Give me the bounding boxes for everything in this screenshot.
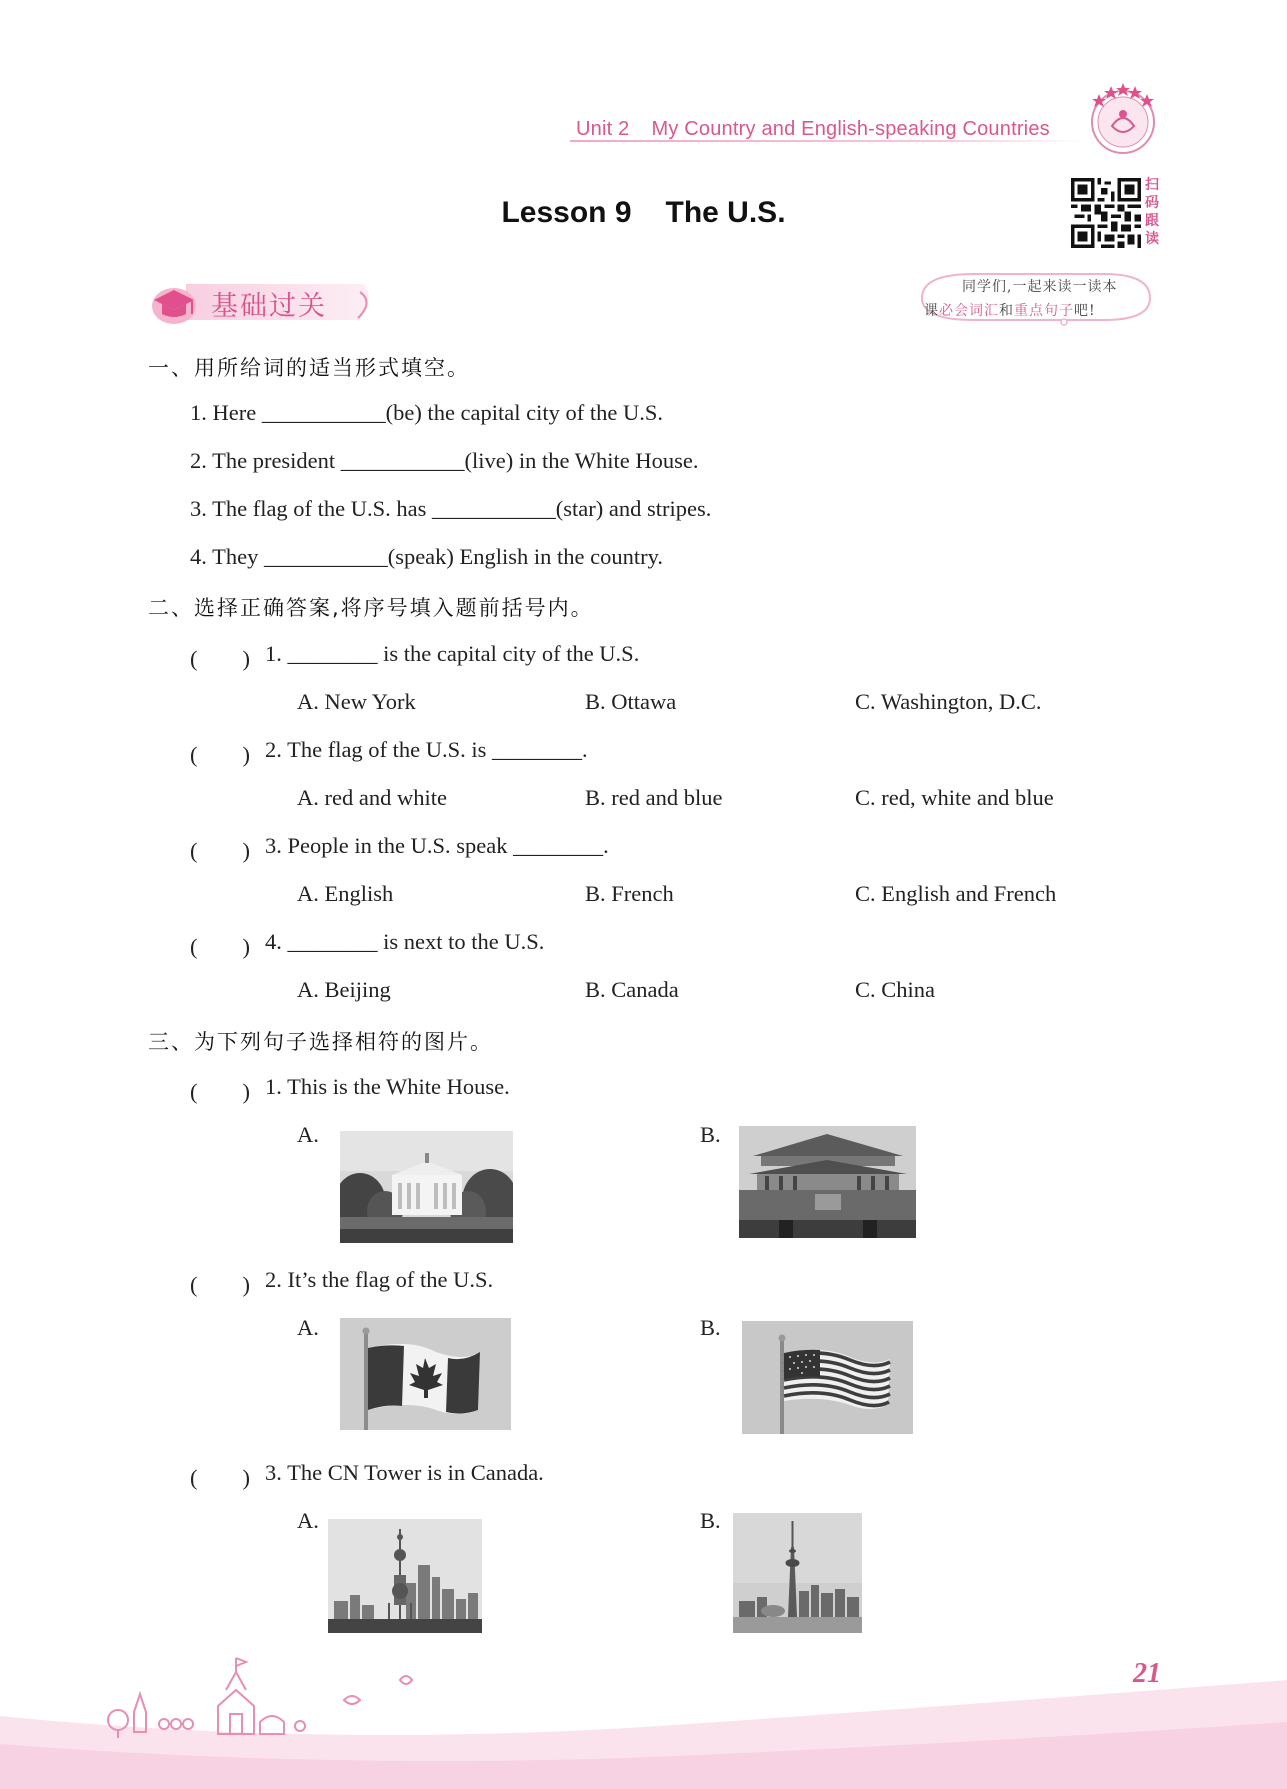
answer-blank[interactable]: ( ) bbox=[190, 1079, 250, 1104]
qr-code-icon[interactable] bbox=[1071, 178, 1141, 248]
question-stem: 1. This is the White House. bbox=[265, 1074, 510, 1099]
option-c[interactable]: C. English and French bbox=[855, 881, 1057, 906]
question-stem: 2. It’s the flag of the U.S. bbox=[265, 1267, 494, 1292]
us-flag-photo[interactable] bbox=[742, 1321, 913, 1434]
page-number: 21 bbox=[1133, 1658, 1161, 1689]
option-a[interactable]: A. red and white bbox=[297, 785, 447, 810]
option-a[interactable]: A. New York bbox=[297, 689, 416, 714]
lesson-label: Lesson 9 bbox=[501, 196, 632, 229]
bubble-text-line2 bbox=[924, 300, 1096, 320]
unit-title bbox=[576, 118, 1050, 141]
option-b-label: B. bbox=[700, 1508, 721, 1533]
option-b-label: B. bbox=[700, 1315, 721, 1340]
question-stem: 4. ________ is next to the U.S. bbox=[265, 929, 545, 954]
option-a[interactable]: A. English bbox=[297, 881, 394, 906]
bubble-text-words: 必会词汇 bbox=[939, 303, 999, 319]
castle-scene-icon bbox=[100, 1652, 420, 1738]
bubble-text-c: 和 bbox=[999, 303, 1014, 319]
answer-blank[interactable]: ( ) bbox=[190, 1272, 250, 1297]
option-b[interactable]: B. French bbox=[585, 881, 674, 906]
unit-label: Unit 2 bbox=[576, 118, 630, 140]
part1-item-1[interactable]: 1. Here ___________(be) the capital city of the U.S. bbox=[190, 400, 663, 425]
section-banner-label: 基础过关 bbox=[211, 291, 327, 322]
answer-blank[interactable]: ( ) bbox=[190, 1465, 250, 1490]
answer-blank[interactable]: ( ) bbox=[190, 838, 250, 863]
header-rule bbox=[570, 140, 1090, 142]
white-house-photo[interactable] bbox=[340, 1131, 513, 1243]
unit-name: My Country and English-speaking Countries bbox=[651, 118, 1050, 140]
option-b[interactable]: B. Canada bbox=[585, 977, 679, 1002]
shanghai-skyline-photo[interactable] bbox=[328, 1519, 482, 1633]
option-a[interactable]: A. Beijing bbox=[297, 977, 391, 1002]
part1-item-3[interactable]: 3. The flag of the U.S. has ___________(star) and stripes. bbox=[190, 496, 712, 521]
answer-blank[interactable]: ( ) bbox=[190, 646, 250, 671]
bubble-text-sentences: 重点句子 bbox=[1014, 303, 1074, 319]
option-b[interactable]: B. Ottawa bbox=[585, 689, 677, 714]
answer-blank[interactable]: ( ) bbox=[190, 934, 250, 959]
option-a-label: A. bbox=[297, 1508, 319, 1533]
option-b[interactable]: B. red and blue bbox=[585, 785, 723, 810]
answer-blank[interactable]: ( ) bbox=[190, 742, 250, 767]
question-stem: 1. ________ is the capital city of the U.S. bbox=[265, 641, 640, 666]
option-b-label: B. bbox=[700, 1122, 721, 1147]
bubble-text-a: 课 bbox=[924, 303, 939, 319]
brand-seal-icon bbox=[1086, 80, 1160, 156]
lesson-name: The U.S. bbox=[665, 196, 786, 229]
qr-label: 扫码跟读 bbox=[1145, 177, 1159, 247]
part1-heading: 一、用所给词的适当形式填空。 bbox=[148, 356, 470, 380]
bubble-text-e: 吧! bbox=[1074, 303, 1096, 319]
option-c[interactable]: C. Washington, D.C. bbox=[855, 689, 1042, 714]
option-a-label: A. bbox=[297, 1315, 319, 1340]
question-stem: 2. The flag of the U.S. is ________. bbox=[265, 737, 588, 762]
cn-tower-photo[interactable] bbox=[733, 1513, 862, 1633]
option-c[interactable]: C. China bbox=[855, 977, 936, 1002]
part2-heading: 二、选择正确答案,将序号填入题前括号内。 bbox=[148, 596, 594, 620]
question-stem: 3. People in the U.S. speak ________. bbox=[265, 833, 609, 858]
canada-flag-photo[interactable] bbox=[340, 1318, 511, 1430]
option-c[interactable]: C. red, white and blue bbox=[855, 785, 1054, 810]
part1-item-2[interactable]: 2. The president ___________(live) in the White House. bbox=[190, 448, 699, 473]
bubble-text-line1: 同学们,一起来读一读本 bbox=[962, 279, 1118, 295]
part1-item-4[interactable]: 4. They ___________(speak) English in the country. bbox=[190, 544, 664, 569]
option-a-label: A. bbox=[297, 1122, 319, 1147]
part3-heading: 三、为下列句子选择相符的图片。 bbox=[148, 1030, 493, 1054]
tiananmen-photo[interactable] bbox=[739, 1126, 916, 1238]
question-stem: 3. The CN Tower is in Canada. bbox=[265, 1460, 544, 1485]
